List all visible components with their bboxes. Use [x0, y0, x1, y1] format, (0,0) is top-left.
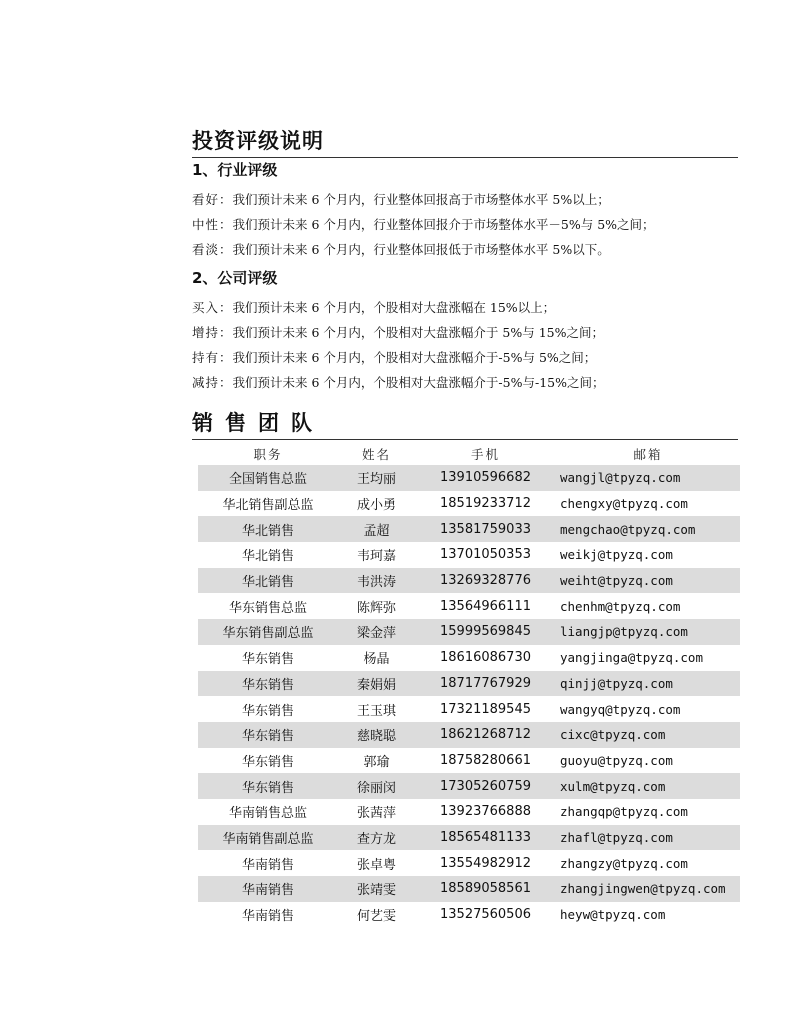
- cell-name: 张茜萍: [356, 806, 396, 822]
- rating-label: 买入：: [192, 300, 233, 315]
- column-header-name: 姓名: [361, 446, 391, 462]
- cell-role: 华东销售: [198, 773, 338, 799]
- table-row: [198, 619, 740, 645]
- title-divider: [192, 157, 738, 158]
- table-row: [198, 876, 740, 902]
- cell-role: 华东销售: [198, 671, 338, 697]
- industry-rating-line: [192, 191, 610, 209]
- cell-email: qinjj@tpyzq.com: [556, 671, 740, 697]
- table-row: [198, 593, 740, 619]
- cell-role: 全国销售总监: [198, 465, 338, 491]
- table-header-row: [198, 442, 740, 465]
- cell-email: heyw@tpyzq.com: [560, 907, 666, 923]
- cell-phone: 18589058561: [415, 876, 556, 902]
- table-row: [198, 671, 740, 697]
- table-row: [198, 696, 740, 722]
- cell-name: 成小勇: [356, 498, 396, 514]
- cell-phone: 18758280661: [440, 752, 531, 768]
- table-row: [198, 773, 740, 799]
- cell-name: 何艺雯: [356, 909, 396, 925]
- rating-label: 减持：: [192, 375, 233, 390]
- table-row: [198, 799, 740, 825]
- rating-label: 增持：: [192, 325, 233, 340]
- column-header-phone: 手机: [470, 446, 500, 462]
- cell-role: 华北销售: [198, 516, 338, 542]
- cell-email: chenhm@tpyzq.com: [560, 598, 681, 614]
- cell-email: zhafl@tpyzq.com: [556, 825, 740, 851]
- cell-role: 华东销售总监: [228, 600, 307, 616]
- rating-text: 我们预计未来 6 个月内，个股相对大盘涨幅介于-5%与-15%之间；: [232, 375, 605, 390]
- cell-phone: 18717767929: [415, 671, 556, 697]
- cell-name: 韦珂嘉: [356, 549, 396, 565]
- cell-phone: 13923766888: [440, 804, 531, 820]
- sales-team-table: [198, 442, 740, 927]
- cell-name: 张卓粤: [356, 857, 396, 873]
- cell-role: 华东销售副总监: [198, 619, 338, 645]
- cell-name: 慈晓聪: [338, 722, 415, 748]
- rating-label: 看好：: [192, 192, 233, 207]
- table-row: [198, 850, 740, 876]
- rating-text: 我们预计未来 6 个月内，个股相对大盘涨幅在 15%以上；: [232, 300, 556, 315]
- cell-phone: 13554982912: [440, 855, 531, 871]
- cell-name: 韦洪涛: [338, 568, 415, 594]
- cell-phone: 17321189545: [440, 701, 531, 717]
- cell-name: 杨晶: [363, 652, 390, 668]
- rating-label: 中性：: [192, 217, 233, 232]
- cell-phone: 15999569845: [415, 619, 556, 645]
- table-row: [198, 902, 740, 928]
- cell-role: 华南销售副总监: [198, 825, 338, 851]
- industry-rating-heading: 1、行业评级: [192, 161, 278, 179]
- cell-role: 华北销售副总监: [222, 498, 314, 514]
- cell-email: yangjinga@tpyzq.com: [560, 650, 703, 666]
- cell-email: wangyq@tpyzq.com: [560, 701, 681, 717]
- cell-phone: 18565481133: [415, 825, 556, 851]
- industry-rating-line: [192, 216, 655, 234]
- rating-label: 看淡：: [192, 242, 233, 257]
- rating-text: 我们预计未来 6 个月内，个股相对大盘涨幅介于 5%与 15%之间；: [232, 325, 604, 340]
- cell-name: 秦娟娟: [338, 671, 415, 697]
- rating-label: 持有：: [192, 350, 233, 365]
- cell-phone: 17305260759: [415, 773, 556, 799]
- cell-role: 华东销售: [241, 754, 294, 770]
- cell-role: 华南销售: [241, 909, 294, 925]
- cell-email: zhangjingwen@tpyzq.com: [556, 876, 740, 902]
- cell-phone: 18616086730: [440, 650, 531, 666]
- table-body: [198, 465, 740, 927]
- cell-role: 华东销售: [241, 652, 294, 668]
- cell-name: 郭瑜: [363, 754, 390, 770]
- cell-name: 陈辉弥: [356, 600, 396, 616]
- cell-name: 张靖雯: [338, 876, 415, 902]
- cell-phone: 13581759033: [415, 516, 556, 542]
- cell-name: 梁金萍: [338, 619, 415, 645]
- cell-email: chengxy@tpyzq.com: [560, 496, 688, 512]
- table-row: [198, 825, 740, 851]
- cell-phone: 13527560506: [440, 907, 531, 923]
- cell-role: 华北销售: [241, 549, 294, 565]
- table-row: [198, 516, 740, 542]
- cell-name: 王玉琪: [356, 703, 396, 719]
- column-header-email: 邮箱: [633, 446, 663, 462]
- company-rating-line: [192, 299, 555, 317]
- cell-email: zhangzy@tpyzq.com: [560, 855, 688, 871]
- rating-text: 我们预计未来 6 个月内，个股相对大盘涨幅介于-5%与 5%之间；: [232, 350, 597, 365]
- cell-role: 华南销售总监: [228, 806, 307, 822]
- rating-text: 我们预计未来 6 个月内，行业整体回报介于市场整体水平－5%与 5%之间；: [232, 217, 655, 232]
- table-row: [198, 542, 740, 568]
- cell-email: guoyu@tpyzq.com: [560, 752, 673, 768]
- cell-role: 华东销售: [198, 722, 338, 748]
- rating-text: 我们预计未来 6 个月内，行业整体回报高于市场整体水平 5%以上；: [232, 192, 610, 207]
- cell-phone: 13564966111: [440, 598, 531, 614]
- cell-name: 孟超: [338, 516, 415, 542]
- cell-email: zhangqp@tpyzq.com: [560, 804, 688, 820]
- rating-text: 我们预计未来 6 个月内，行业整体回报低于市场整体水平 5%以下。: [232, 242, 610, 257]
- cell-phone: 18621268712: [415, 722, 556, 748]
- company-rating-line: [192, 349, 596, 367]
- cell-email: cixc@tpyzq.com: [556, 722, 740, 748]
- cell-email: xulm@tpyzq.com: [556, 773, 740, 799]
- table-row: [198, 748, 740, 774]
- cell-email: weikj@tpyzq.com: [560, 547, 673, 563]
- table-row: [198, 568, 740, 594]
- team-divider: [192, 439, 738, 440]
- table-row: [198, 645, 740, 671]
- cell-email: mengchao@tpyzq.com: [556, 516, 740, 542]
- cell-email: liangjp@tpyzq.com: [556, 619, 740, 645]
- cell-role: 华东销售: [241, 703, 294, 719]
- company-rating-line: [192, 324, 604, 342]
- cell-phone: 13910596682: [415, 465, 556, 491]
- cell-phone: 13701050353: [440, 547, 531, 563]
- sales-team-title: 销售团队: [192, 411, 324, 435]
- cell-name: 王均丽: [338, 465, 415, 491]
- cell-role: 华南销售: [241, 857, 294, 873]
- table-row: [198, 465, 740, 491]
- cell-email: weiht@tpyzq.com: [556, 568, 740, 594]
- cell-role: 华南销售: [198, 876, 338, 902]
- company-rating-line: [192, 374, 604, 392]
- table-row: [198, 491, 740, 517]
- cell-phone: 18519233712: [440, 496, 531, 512]
- rating-title: 投资评级说明: [192, 129, 324, 153]
- cell-email: wangjl@tpyzq.com: [556, 465, 740, 491]
- industry-rating-line: [192, 241, 610, 259]
- cell-role: 华北销售: [198, 568, 338, 594]
- column-header-role: 职务: [253, 446, 283, 462]
- cell-name: 查方龙: [338, 825, 415, 851]
- cell-phone: 13269328776: [415, 568, 556, 594]
- cell-name: 徐丽闵: [338, 773, 415, 799]
- company-rating-heading: 2、公司评级: [192, 269, 278, 287]
- table-row: [198, 722, 740, 748]
